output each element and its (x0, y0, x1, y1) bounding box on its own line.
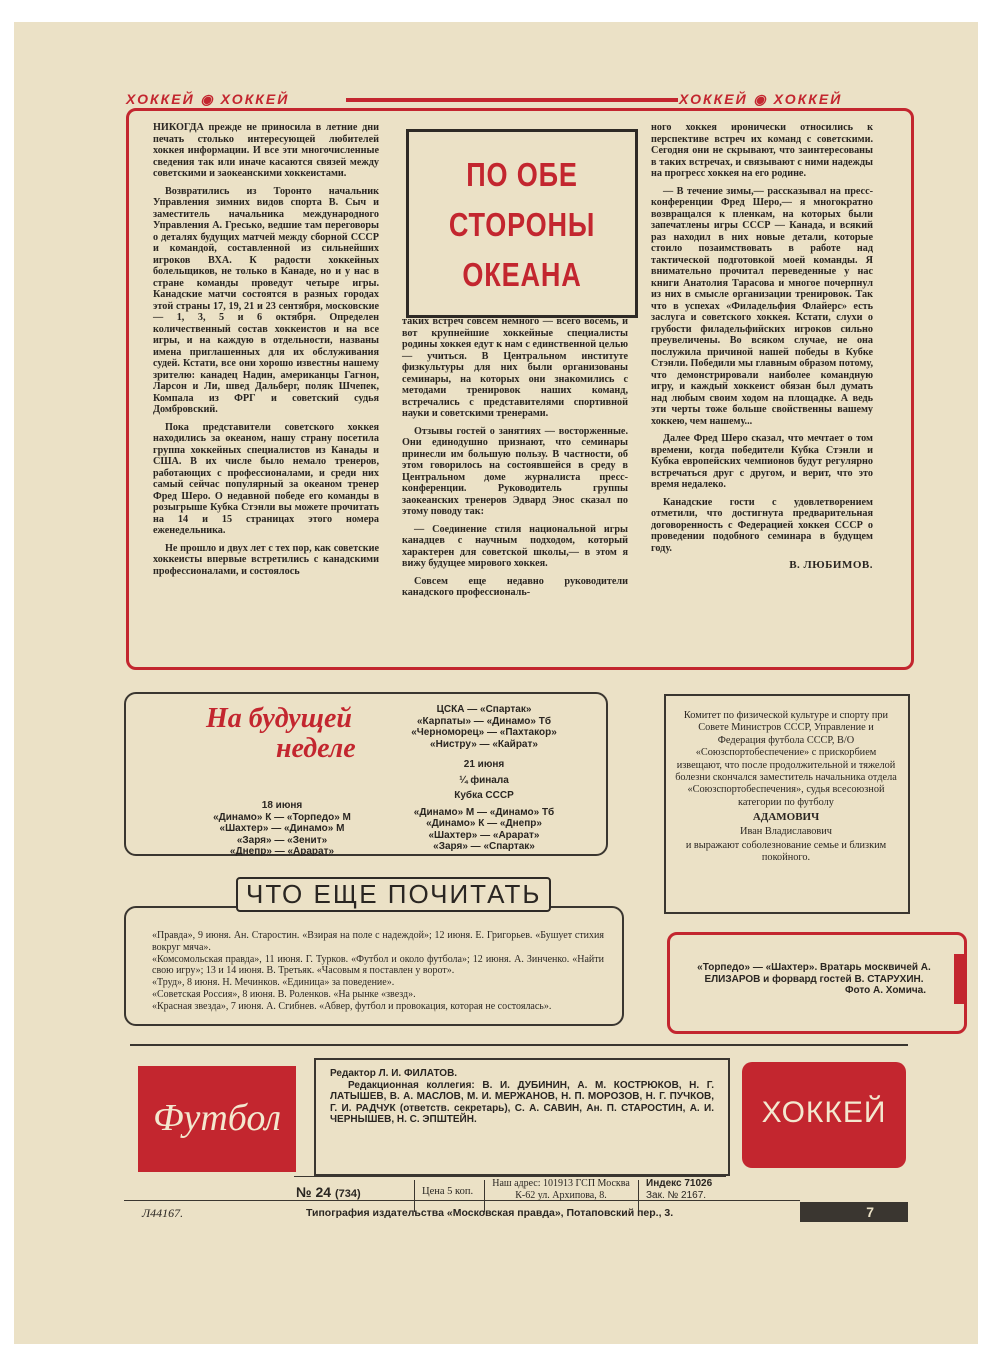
schedule-game: «Динамо» М — «Динамо» Тб (413, 806, 555, 818)
reading-item: «Комсомольская правда», 11 июня. Г. Турков. «Футбол и около футбола»; 12 июня. А. Зинченко. «Найти свою игру»; 13 и 14 июня. В. Третьяк. «Часовым я поставлен у ворот». (152, 953, 604, 977)
page-number: 7 (866, 1204, 874, 1220)
photo-caption (694, 962, 934, 997)
schedule-game: «Карпаты» — «Динамо» Тб (416, 715, 552, 727)
futbol-logo (138, 1066, 296, 1172)
paragraph: таких встреч совсем немного — всего восемь, и вот крупнейшие хоккейные специалисты родины хоккея едут к нам с единственной целью — учиться. В Центральном институте физкультуры для них были организованы семинары, на которых они знакомились с методами тренировок наших команд, встречались с представителями спортивной науки и советскими тренерами. (402, 316, 628, 419)
next-week-logo-line-2: неделе (276, 733, 356, 764)
obituary-fullname: Иван Владиславович (740, 825, 832, 837)
hockey-logo-text: ХОККЕЙ (761, 1096, 887, 1129)
headline-line-1: ПО ОБЕ (466, 156, 578, 193)
issue-total: (734) (334, 1188, 361, 1200)
article-column-3 (651, 122, 873, 572)
futbol-logo-text: Футбол (152, 1097, 282, 1139)
issue-number (296, 1184, 361, 1200)
article-author: В. ЛЮБИМОВ. (789, 559, 873, 571)
schedule-game: ЦСКА — «Спартак» (436, 704, 532, 715)
schedule-cup: Кубка СССР (454, 790, 514, 801)
schedule-date: 18 июня (261, 800, 303, 811)
paragraph: Далее Фред Шеро сказал, что мечтает о том времени, когда победители Кубка Стэнли и Кубка европейских чемпионов будут регулярно встречаться друг с другом, и верит, что это время недалеко. (651, 433, 873, 490)
paragraph: ного хоккея иронически относились к перспективе встреч их команд с советскими. Сегодня они не скрывают, что заинтересованы в таких встречах, и связывают с ними надежды на прогресс хоккея на его родине. (651, 122, 873, 179)
price: Цена 5 коп. (422, 1186, 474, 1197)
order-number: Зак. № 2167. (646, 1190, 707, 1201)
reading-title: ЧТО ЕЩЕ ПОЧИТАТЬ (236, 877, 551, 912)
schedule-game: «Динамо» К — «Торпедо» М (213, 811, 351, 823)
schedule-game: «Нистру» — «Кайрат» (430, 738, 538, 750)
index-info (646, 1178, 712, 1202)
issue-row-rule (294, 1176, 726, 1177)
next-week-schedule-1 (182, 800, 382, 858)
obituary-name: АДАМОВИЧ (752, 811, 820, 824)
headline-line-3: ОКЕАНА (462, 256, 582, 293)
schedule-game: «Шахтер» — «Арарат» (428, 829, 540, 841)
obituary-closing: и выражают соболезнование семье и близким покойного. (685, 840, 887, 864)
caption-arrow-tab (954, 954, 966, 1004)
article-column-2 (402, 316, 628, 605)
newspaper-page (14, 22, 978, 1344)
caption-credit: Фото А. Хомича. (844, 985, 926, 996)
paragraph: НИКОГДА прежде не приносила в летние дни печать столько интересующей любителей хоккея информации. И все эти многочисленные сведения так или иначе касаются связей между советскими и заокеанскими хоккеистами. (153, 122, 379, 179)
paragraph: Не прошло и двух лет с тех пор, как советские хоккеисты впервые встретились с канадскими профессионалами, и состоялось (153, 542, 379, 577)
footer-printer: Типография издательства «Московская правда», Потаповский пер., 3. (306, 1207, 674, 1219)
schedule-game: «Заря» — «Зенит» (236, 834, 328, 846)
footer-rule (124, 1200, 800, 1201)
reading-item: «Правда», 9 июня. Ан. Старостин. «Взирая на поле с надеждой»; 12 июня. Е. Григорьев. «Бушует стихия вокруг мяча». (152, 930, 604, 953)
caption-text: «Торпедо» — «Шахтер». Вратарь москвичей А. ЕЛИЗАРОВ и форвард гостей В. СТАРУХИН. (697, 962, 931, 985)
section-header-left: ХОККЕЙ ◉ ХОККЕЙ (126, 91, 290, 107)
reading-item: «Труд», 8 июня. Н. Мечинков. «Единица» за поведение». (152, 977, 395, 989)
hockey-logo (742, 1062, 906, 1168)
paragraph: Канадские гости с удовлетворением отметили, что достигнута предварительная договоренность с Федерацией хоккея СССР о проведении подобного семинара в будущем году. (651, 496, 873, 554)
index-number: Индекс 71026 (646, 1178, 713, 1189)
schedule-date: 21 июня (463, 759, 505, 770)
reading-item: «Советская Россия», 8 июня. В. Роленков. «На рынке «звезд». (152, 988, 416, 1000)
page-number-bar (800, 1202, 908, 1222)
headline-line-2: СТОРОНЫ (448, 206, 596, 243)
schedule-game: «Динамо» К — «Днепр» (426, 818, 542, 829)
reading-list (152, 930, 604, 1013)
issue-num: № 24 (296, 1184, 332, 1200)
schedule-game: «Шахтер» — «Динамо» М (219, 823, 345, 834)
editorial-text (330, 1068, 714, 1126)
article-column-1 (153, 122, 379, 583)
paragraph: — Соединение стиля национальной игры канадцев с научным подходом, который характерен для советской школы,— в этом я вижу будущее мирового хоккея. (402, 523, 628, 569)
schedule-game: «Заря» — «Спартак» (433, 841, 535, 852)
schedule-game: «Черноморец» — «Пахтакор» (411, 727, 557, 738)
paragraph: — В течение зимы,— рассказывал на пресс-конференции Фред Шеро,— я многократно возвращался к пленкам, на которых были запечатлены игры СССР — Канада, и всякий раз находил в них новые детали, которые стоило позаимствовать в работе над тактической подготовкой моей команды. Я внимательно прочитал переведенные у нас книги Анатолия Тарасова и многое почерпнул из них в смысле организации тренировок. Так что в успехах «Филадельфия Флайерс» есть заслуга и советского хоккея. Кстати, слухи о грубости филадельфийских игроков сильно преувеличены. Во всяком случае, не она послужила причиной нашей победы в Кубке Стэнли. Победили мы главным образом потому, что демонстрировали наиболее командную игру, и каждый хоккеист обязан был думать над любым своим ходом на площадке. А ведь эти черты тоже больше свойственны вашему хоккею, чем нашему... (651, 185, 873, 427)
schedule-game: «Днепр» — «Арарат» (229, 846, 335, 857)
paragraph: Отзывы гостей о занятиях — восторженные. Они единодушно признают, что семинары принесли им большую пользу. В частности, об этом говорилось на состоявшейся в среду в Центральном доме журналиста пресс-конференции. Руководитель группы заокеанских тренеров Эдвард Энос сказал по этому поводу так: (402, 425, 628, 517)
footer-code: Л44167. (142, 1206, 184, 1220)
reading-item: «Красная звезда», 7 июня. А. Сгибнев. «Абвер, футбол и провокация, которая не состоялась». (152, 1000, 552, 1012)
editorial-board: Редакционная коллегия: В. И. ДУБИНИН, А. М. КОСТРЮКОВ, Н. Г. ЛАТЫШЕВ, В. А. МАСЛОВ, М. И. МЕРЖАНОВ, Н. П. МОРОЗОВ, Н. Г. ПУЧКОВ, Г. И. РАДЧУК (ответств. секретарь), С. А. САВИН, Ан. П. СТАРОСТИН, А. И. ЧЕРНЫШЕВ, Н. С. ЭПШТЕЙН. (330, 1079, 714, 1125)
next-week-logo (206, 704, 356, 764)
schedule-stage: ¼ финала (459, 774, 509, 786)
paragraph: Совсем еще недавно руководители канадского профессиональ- (402, 575, 628, 598)
header-rule (346, 98, 678, 102)
address: Наш адрес: 101913 ГСП Москва К-62 ул. Архипова, 8. (492, 1178, 630, 1201)
paragraph: Возвратились из Торонто начальник Управления зимних видов спорта В. Сыч и заместитель начальника международного Управления А. Гресько, ведшие там переговоры о деталях будущих матчей между сборной СССР и командой, составленной из сильнейших игроков ВХА. К радости хоккейных болельщиков, не только в Канаде, но и у нас в стране команды проведут четыре игры. Канадские матчи состоятся в разных городах этой страны 17, 19, 21 и 23 сентября, московские — 1, 3, 5 и 6 октября. Определен количественный состав хоккеистов и на все игры, и на каждую в отдельности, названы имена приглашенных для их обслуживания судей. Кстати, все они хорошо известны нашему зрителю: канадец Надин, американцы Гагнон, Ларсон и Ли, швед Дальберг, поляк Шчепек, Компала из ФРГ и советский судья Домбровский. (153, 185, 379, 415)
next-week-schedule-2 (384, 704, 584, 853)
section-header-right: ХОККЕЙ ◉ ХОККЕЙ (679, 91, 843, 107)
paragraph: Пока представители советского хоккея находились за океаном, нашу страну посетила группа хоккейных специалистов из Канады и США. В их числе было немало тренеров, работающих с профессионалами, и среди них самый сейчас популярный за океаном тренер Фред Шеро. О недавной победе его команды в розыгрыше Кубка Стэнли вы можете прочитать на 14 и 15 страницах этого номера еженедельника. (153, 421, 379, 536)
headline-box (406, 129, 638, 318)
editor-name: Редактор Л. И. ФИЛАТОВ. (330, 1068, 458, 1079)
obituary-text-block (674, 710, 898, 865)
divider (130, 1044, 908, 1046)
next-week-logo-line-1: На будущей (206, 703, 353, 734)
obituary-text: Комитет по физической культуре и спорту при Совете Министров СССР, Управление и Федерация футбола СССР, В/О «Союзспортобеспечение» с прискорбием извещают, что после продолжительной и тяжелой болезни скончался заместитель начальника отдела «Союзспортобеспечения», судья всесоюзной категории по футболу (675, 710, 897, 808)
